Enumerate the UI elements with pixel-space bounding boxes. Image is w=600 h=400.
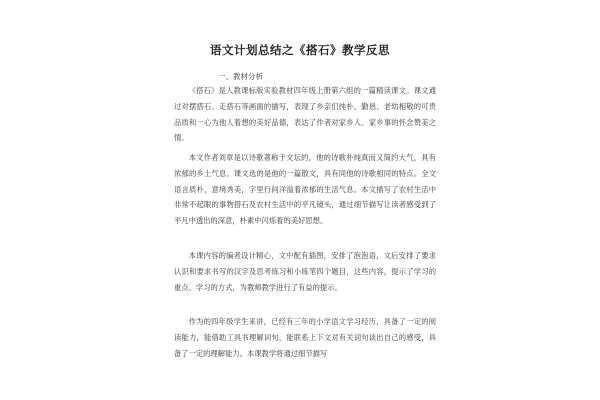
- document-title: 语文计划总结之《搭石》教学反思: [210, 43, 390, 57]
- paragraph-1: 《搭石》是人教课标版实验教材四年级上册第六组的一篇精读课文。课文通过对摆搭石、走搭石等画面的描写，表现了乡亲们纯朴、勤恳、老幼相敬的可贵品质和一心为他人着想的美好品德，表达了作者对家乡人、家乡事的怀念赞美之情。: [174, 86, 436, 143]
- paragraph-2: 本文作者刘章是以诗歌著称于文坛的，他的诗歌朴纯真而又简约大气，具有浓郁的乡土气息。课文选的是他的一篇散文，具有同他的诗歌相同的特点。全文语言质朴，意境秀美，字里行间洋溢着浓郁的生活气息。本文描写了农村生活中非常不起眼的事物搭石及农村生活中的平凡镜头，通过细节描写让读者感受到了平凡中透出的深意，朴素中闪烁着的美好思想。: [174, 153, 436, 226]
- paragraph-3: 本课内容的编者设计精心，文中配有插图，安排了泡泡语，文后安排了要求认识和要求书写的汉字及思考练习和小练笔四个题目，这些内容，提示了学习的重点、学习的方式，为教师教学进行了有益的提示。: [174, 251, 436, 292]
- section-heading: 一、教材分析: [218, 72, 263, 81]
- paragraph-4: 作为的四年级学生来讲，已经有三年的小学语文学习经历，具备了一定的阅读能力，能借助工具书理解词句，能联系上下文对有关词句谈出自己的感受，具备了一定的理解能力。本课教学将通过细节描写: [174, 317, 436, 358]
